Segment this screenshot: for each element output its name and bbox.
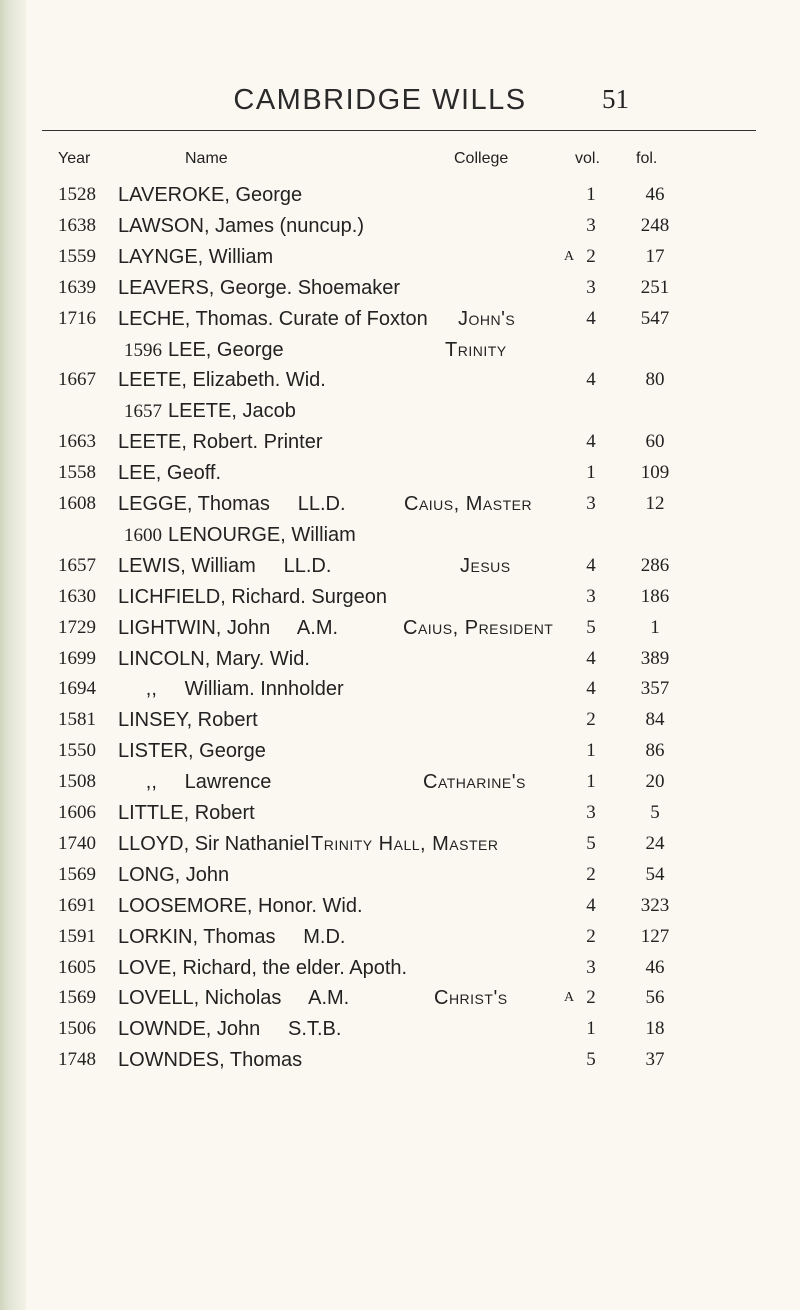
year: 1559: [58, 245, 96, 267]
year: 1638: [58, 214, 96, 236]
volume: 3: [586, 493, 596, 514]
column-header-year: Year: [58, 150, 91, 167]
table-row: [0, 984, 800, 1012]
folio: 84: [645, 709, 665, 731]
table-row: [0, 181, 800, 209]
table-row: [0, 614, 800, 642]
table-row: [0, 737, 800, 765]
year: 1508: [58, 771, 96, 793]
name: LEETE, Robert. Printer: [118, 431, 323, 454]
sub-entry-row: [0, 397, 800, 425]
table-row: [0, 459, 800, 487]
name: LITTLE, Robert: [118, 802, 255, 824]
volume: 5: [586, 616, 596, 638]
year: 1740: [58, 832, 96, 854]
folio: 46: [645, 956, 665, 978]
folio: 17: [645, 245, 665, 267]
table-row: [0, 706, 800, 734]
year: 1657: [58, 554, 96, 576]
year: 1528: [58, 184, 96, 205]
folio: 547: [640, 307, 670, 329]
page-number: 51: [602, 84, 629, 114]
volume: 1: [586, 1018, 596, 1040]
volume: 1: [586, 184, 596, 205]
volume: 5: [586, 1049, 596, 1071]
college: Trinity Hall, Master: [311, 832, 499, 855]
name: LOWNDE, John S.T.B.: [118, 1018, 342, 1041]
name: LEETE, Elizabeth. Wid.: [118, 369, 326, 392]
sub-entry: [124, 336, 284, 365]
name: LAYNGE, William: [118, 245, 274, 268]
folio: 286: [640, 554, 670, 576]
college: Jesus: [460, 554, 511, 577]
college: Christ's: [434, 987, 508, 1010]
name: LINSEY, Robert: [118, 709, 258, 732]
folio: 248: [640, 214, 670, 236]
volume: 3: [586, 956, 596, 978]
name: LICHFIELD, Richard. Surgeon: [118, 585, 388, 608]
volume: 1: [586, 740, 596, 762]
table-row: [0, 768, 800, 796]
volume-prefix: A: [564, 990, 576, 1006]
name: LOVELL, Nicholas A.M.: [118, 987, 350, 1010]
column-header-vol: vol.: [575, 150, 600, 167]
volume: 4: [586, 894, 596, 916]
volume: 4: [586, 369, 596, 391]
volume: 2: [586, 925, 596, 947]
volume: 4: [586, 307, 596, 329]
table-row: [0, 799, 800, 827]
name: LOVE, Richard, the elder. Apoth.: [118, 956, 408, 979]
folio: 54: [645, 863, 665, 885]
folio: 109: [640, 462, 670, 484]
year: 1663: [58, 431, 96, 453]
sub-entry-name: LEETE, Jacob: [168, 400, 296, 423]
sub-entry-row: [0, 521, 800, 549]
name: LAWSON, James (nuncup.): [118, 214, 365, 237]
volume: 4: [586, 678, 596, 700]
folio: 389: [640, 647, 670, 669]
year: 1729: [58, 616, 96, 638]
college: Caius, Master: [404, 493, 533, 515]
table-row: [0, 954, 800, 982]
folio: 46: [645, 184, 665, 205]
sub-entry-year: 1596: [124, 339, 162, 361]
table-row: [0, 583, 800, 611]
name: LEE, Geoff.: [118, 462, 222, 485]
table-row: [0, 212, 800, 240]
volume: 2: [586, 709, 596, 731]
folio: 12: [645, 493, 665, 514]
table-row: [0, 892, 800, 920]
year: 1667: [58, 369, 96, 391]
college: John's: [458, 307, 516, 330]
name: LEGGE, Thomas LL.D.: [118, 493, 346, 515]
volume: 5: [586, 832, 596, 854]
table-row: [0, 645, 800, 673]
year: 1639: [58, 276, 96, 298]
page-header: [0, 84, 800, 124]
name: LOOSEMORE, Honor. Wid.: [118, 894, 363, 917]
name: LINCOLN, Mary. Wid.: [118, 647, 310, 670]
volume: 1: [586, 771, 596, 793]
volume: 4: [586, 647, 596, 669]
volume: 3: [586, 276, 596, 298]
page-title: CAMBRIDGE WILLS: [233, 84, 527, 116]
column-header-college: College: [454, 150, 509, 167]
college: Trinity: [445, 338, 507, 361]
name: LEAVERS, George. Shoemaker: [118, 276, 400, 299]
college: Catharine's: [423, 771, 526, 794]
header-rule: [42, 130, 756, 131]
name: LIGHTWIN, John A.M.: [118, 616, 339, 639]
year: 1569: [58, 863, 96, 885]
sub-entry-name: LENOURGE, William: [168, 523, 356, 546]
folio: 127: [640, 925, 670, 947]
volume: 2: [586, 245, 596, 267]
year: 1630: [58, 585, 96, 607]
year: 1608: [58, 493, 96, 514]
sub-entry-name: LEE, George: [168, 338, 284, 361]
name: LONG, John: [118, 863, 230, 886]
sub-entry-row: [0, 336, 800, 364]
name: LORKIN, Thomas M.D.: [118, 925, 346, 948]
volume: 3: [586, 214, 596, 236]
volume: 2: [586, 863, 596, 885]
year: 1506: [58, 1018, 96, 1040]
table-row: [0, 552, 800, 580]
volume: 4: [586, 554, 596, 576]
volume: 3: [586, 585, 596, 607]
table-row: [0, 274, 800, 302]
year: 1569: [58, 987, 96, 1009]
table-row: [0, 1015, 800, 1043]
year: 1605: [58, 956, 96, 978]
year: 1581: [58, 709, 96, 731]
folio: 186: [640, 585, 670, 607]
folio: 5: [650, 802, 660, 823]
folio: 37: [645, 1049, 665, 1071]
table-row: [0, 243, 800, 271]
table-row: [0, 366, 800, 394]
year: 1591: [58, 925, 96, 947]
table-row: [0, 923, 800, 951]
folio: 80: [645, 369, 665, 391]
volume: 4: [586, 431, 596, 453]
name: LLOYD, Sir Nathaniel: [118, 832, 310, 855]
name: LAVEROKE, George: [118, 184, 303, 206]
year: 1748: [58, 1049, 96, 1071]
sub-entry: [124, 397, 296, 426]
folio: 357: [640, 678, 670, 700]
sub-entry: [124, 521, 356, 550]
folio: 20: [645, 771, 665, 793]
name: ,, Lawrence: [118, 771, 272, 794]
name: LEWIS, William LL.D.: [118, 554, 332, 577]
table-row: [0, 490, 800, 518]
college: Caius, President: [403, 616, 554, 639]
sub-entry-year: 1600: [124, 524, 162, 546]
folio: 60: [645, 431, 665, 453]
year: 1716: [58, 307, 96, 329]
name: ,, William. Innholder: [118, 678, 344, 701]
folio: 86: [645, 740, 665, 762]
folio: 18: [645, 1018, 665, 1040]
column-header-name: Name: [185, 150, 228, 167]
year: 1699: [58, 647, 96, 669]
table-row: [0, 305, 800, 333]
volume: 2: [586, 987, 596, 1009]
year: 1606: [58, 802, 96, 823]
year: 1550: [58, 740, 96, 762]
year: 1694: [58, 678, 96, 700]
folio: 251: [640, 276, 670, 298]
folio: 56: [645, 987, 665, 1009]
name: LOWNDES, Thomas: [118, 1049, 303, 1072]
table-row: [0, 675, 800, 703]
table-row: [0, 830, 800, 858]
column-header-fol: fol.: [636, 150, 658, 167]
volume-prefix: A: [564, 248, 576, 264]
folio: 1: [650, 616, 660, 638]
volume: 3: [586, 802, 596, 823]
folio: 323: [640, 894, 670, 916]
column-headers: [0, 150, 800, 172]
volume: 1: [586, 462, 596, 484]
table-row: [0, 1046, 800, 1074]
sub-entry-year: 1657: [124, 401, 162, 423]
year: 1691: [58, 894, 96, 916]
table-row: [0, 861, 800, 889]
year: 1558: [58, 462, 96, 484]
table-row: [0, 428, 800, 456]
name: LECHE, Thomas. Curate of Foxton: [118, 307, 428, 330]
name: LISTER, George: [118, 740, 266, 763]
folio: 24: [645, 832, 665, 854]
